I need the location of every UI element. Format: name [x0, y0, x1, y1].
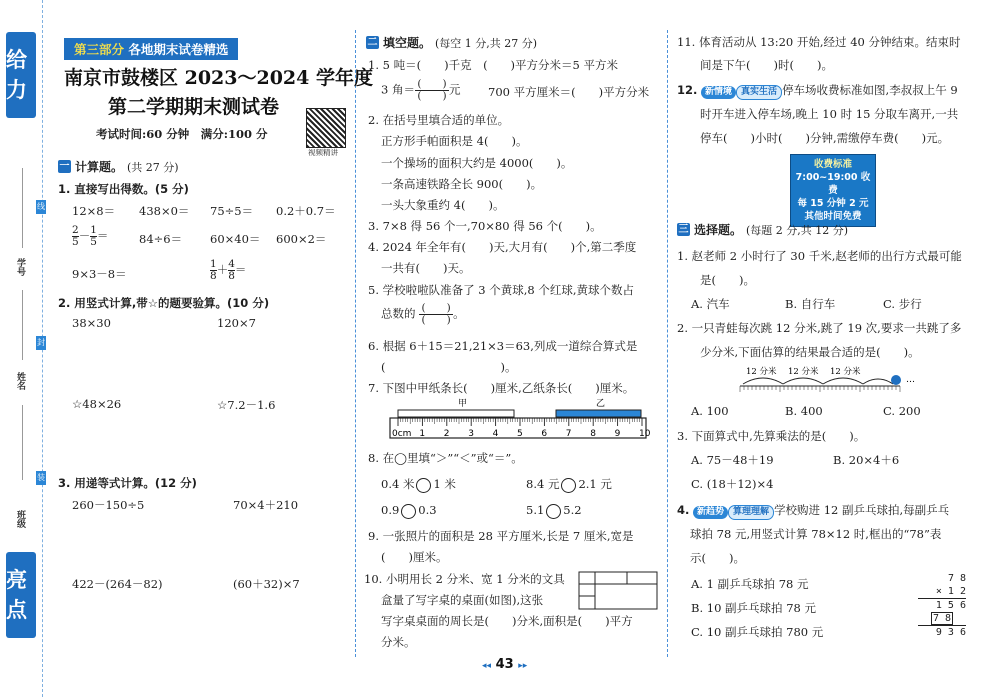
ruler-tick-label: 6	[541, 429, 548, 439]
choice-q1a: 1. 赵老师 2 小时行了 30 千米,赵老师的出行方式最可能	[677, 249, 962, 263]
choice-option[interactable]: A. 75－48＋19	[691, 453, 774, 467]
compare-item: 8.4 元 2.1 元	[526, 477, 612, 491]
section-banner: 第三部分 各地期末试卷精选	[64, 38, 238, 60]
parking-fee-box: 收费标准 7:00~19:00 收费 每 15 分钟 2 元 其他时间免费	[790, 154, 876, 227]
ruler-tick-label: 5	[517, 429, 523, 439]
frog-jump-figure	[738, 364, 918, 394]
bind-tag: 线	[36, 200, 46, 214]
fill-line	[22, 168, 23, 248]
vertical-multiplication: 7 8 × 1 2 1 5 6 7 8 9 3 6	[918, 572, 966, 639]
tag-reasoning: 算理理解	[728, 505, 774, 520]
compare-circle[interactable]	[546, 504, 561, 519]
fill-q2-item: 一头大象重约 4( )。	[381, 198, 505, 212]
fill-q12b: 时开车进入停车场,晚上 10 时 15 分取车离开,一共	[700, 107, 959, 121]
ruler-tick-label: 4	[492, 429, 499, 439]
choice-option[interactable]: C. 步行	[883, 297, 922, 311]
ruler-tick-label: 10	[639, 429, 650, 439]
step-calc-item: 260－150÷5	[72, 498, 145, 512]
compare-item: 0.4 米 1 米	[381, 477, 456, 491]
step-calc-item: (60＋32)×7	[233, 577, 300, 591]
q3-title: 3. 用递等式计算。(12 分)	[58, 476, 197, 490]
frog-icon	[891, 375, 901, 385]
q1-title: 1. 直接写出得数。(5 分)	[58, 182, 189, 196]
fill-q11b: 间是下午( )时( )。	[700, 58, 833, 72]
calc-item: 438×0＝	[139, 204, 190, 218]
compare-item: 5.1 5.2	[526, 503, 582, 517]
compare-circle[interactable]	[416, 478, 431, 493]
fill-q2: 2. 在括号里填合适的单位。	[368, 113, 510, 127]
jump-ellipsis: …	[906, 375, 915, 385]
choice-option[interactable]: C. 10 副乒乓球拍 780 元	[691, 625, 824, 639]
choice-option[interactable]: A. 1 副乒乓球拍 78 元	[691, 577, 809, 591]
brand-bottom: 亮点	[6, 552, 36, 638]
fill-q7: 7. 下图中甲纸条长( )厘米,乙纸条长( )厘米。	[368, 381, 635, 395]
exam-info: 考试时间:60 分钟 满分:100 分	[96, 127, 268, 141]
fill-line	[22, 405, 23, 480]
vertical-calc-item: ☆48×26	[72, 397, 122, 411]
compare-circle[interactable]	[401, 504, 416, 519]
fill-q10b: 盒量了写字桌的桌面(如图),这张	[381, 593, 544, 607]
label-name: 姓名	[15, 372, 25, 390]
choice-option[interactable]: B. 自行车	[785, 297, 836, 311]
choice-q4c: 示( )。	[690, 551, 745, 565]
calc-item: 75÷5＝	[210, 204, 254, 218]
fill-q3: 3. 7×8 得 56 个一,70×80 得 56 个( )。	[368, 219, 602, 233]
label-class: 班级	[15, 510, 25, 528]
calc-item: 12×8＝	[72, 204, 116, 218]
page-number: ◂◂ 43 ▸▸	[482, 657, 528, 672]
binding-strip	[0, 0, 50, 697]
choice-option[interactable]: A. 100	[691, 404, 729, 418]
column-divider	[667, 30, 668, 657]
calc-item: 9×3－8＝	[72, 267, 127, 281]
section-number-icon: 一	[59, 161, 70, 172]
tag-new-trend: 新趋势	[693, 506, 728, 519]
exam-title-line1: 南京市鼓楼区 2023～2024 学年度	[64, 67, 373, 89]
ruler-tick-label: 9	[614, 429, 621, 439]
ruler-tick-label: 8	[590, 429, 596, 439]
exam-title-line2: 第二学期期末测试卷	[108, 96, 280, 118]
fill-q6b: ( )。	[381, 360, 517, 374]
fill-q5a: 5. 学校啦啦队准备了 3 个黄球,8 个红球,黄球个数占	[368, 283, 635, 297]
choice-q3: 3. 下面算式中,先算乘法的是( )。	[677, 429, 866, 443]
fill-q1b: 3 角＝ $\frac{( )}{( )}$ 元	[381, 78, 461, 102]
ruler-tick-label: 1	[419, 429, 426, 439]
fill-q4a: 4. 2024 年全年有( )天,大月有( )个,第二季度	[368, 240, 637, 254]
paper-strip-a	[398, 410, 514, 417]
tag-real-life: 真实生活	[736, 85, 782, 100]
fill-line	[22, 290, 23, 360]
ruler-tick-label: 7	[565, 429, 572, 439]
ruler-tick-label: 3	[468, 429, 474, 439]
ruler-figure	[388, 397, 650, 441]
fill-q12c: 停车( )小时( )分钟,需缴停车费( )元。	[700, 131, 950, 145]
choice-option[interactable]: A. 汽车	[691, 297, 730, 311]
fill-q5b: 总数的 $\frac{( )}{( )}$ 。	[381, 302, 465, 326]
fill-q9a: 9. 一张照片的面积是 28 平方厘米,长是 7 厘米,宽是	[368, 529, 634, 543]
ruler-tick-label: 0cm	[392, 429, 412, 439]
vertical-calc-item: 38×30	[72, 316, 111, 330]
bind-tag: 装	[36, 471, 46, 485]
choice-q2a: 2. 一只青蛙每次跳 12 分米,跳了 19 次,要求一共跳了多	[677, 321, 962, 335]
qr-label: 视频精讲	[308, 148, 338, 157]
paper-strip-b	[556, 410, 641, 417]
compare-item: 0.9 0.3	[381, 503, 437, 517]
calc-fraction-item: $\frac{2}{5}$ － $\frac{1}{5}$ ＝	[72, 224, 109, 248]
calc-item: 84÷6＝	[139, 232, 183, 246]
section-number-icon: 三	[678, 224, 689, 235]
jump-label: 12 分米	[830, 367, 861, 377]
fill-q2-item: 一个操场的面积大约是 4000( )。	[381, 156, 573, 170]
choice-option[interactable]: B. 400	[785, 404, 823, 418]
boxed-78: 7 8	[932, 613, 951, 624]
choice-option[interactable]: C. (18＋12)×4	[691, 477, 774, 491]
fill-q12a: 12. 新情境 真实生活 停车场收费标准如图,李叔叔上午 9	[677, 82, 958, 100]
section-calc-title: 一 计算题。 (共 27 分)	[59, 160, 179, 174]
step-calc-item: 422－(264－82)	[72, 577, 163, 591]
choice-q4b: 球拍 78 元,用竖式计算 78×12 时,框出的“78”表	[690, 527, 942, 541]
choice-option[interactable]: B. 10 副乒乓球拍 78 元	[691, 601, 816, 615]
label-student-no: 学号	[15, 258, 25, 276]
fill-q2-item: 一条高速铁路全长 900( )。	[381, 177, 543, 191]
desk-figure	[578, 571, 658, 611]
calc-item: 60×40＝	[210, 232, 261, 246]
fill-q10a: 10. 小明用长 2 分米、宽 1 分米的文具	[364, 572, 565, 586]
calc-fraction-item: $\frac{1}{8}$ ＋ $\frac{4}{8}$ ＝	[210, 258, 247, 282]
bind-tag: 封	[36, 336, 46, 350]
section-fill-title: 二 填空题。 (每空 1 分,共 27 分)	[367, 36, 538, 50]
step-calc-item: 70×4＋210	[233, 498, 299, 512]
paper-b-label: 乙	[596, 399, 606, 409]
fill-q4b: 一共有( )天。	[381, 261, 471, 275]
section-number-icon: 二	[367, 37, 378, 48]
brand-top: 给力	[6, 32, 36, 118]
choice-option[interactable]: C. 200	[883, 404, 921, 418]
fill-q1a: 1. 5 吨＝( )千克 ( )平方分米＝5 平方米	[368, 58, 619, 72]
choice-q1b: 是( )。	[700, 273, 755, 287]
fill-q10d: 分米。	[381, 635, 416, 649]
choice-q4a: 4. 新趋势 算理理解 学校购进 12 副乒乓球拍,每副乒乓	[677, 502, 949, 520]
compare-circle[interactable]	[561, 478, 576, 493]
jump-label: 12 分米	[746, 367, 777, 377]
section-choice-title: 三 选择题。 (每题 2 分,共 12 分)	[678, 223, 849, 237]
tag-new-context: 新情境	[701, 86, 736, 99]
choice-q2b: 少分米,下面估算的结果最合适的是( )。	[700, 345, 920, 359]
fill-q10c: 写字桌桌面的周长是( )分米,面积是( )平方	[381, 614, 633, 628]
fill-q9b: ( )厘米。	[381, 550, 448, 564]
paper-a-label: 甲	[458, 399, 468, 409]
fill-q11a: 11. 体育活动从 13:20 开始,经过 40 分钟结束。结束时	[677, 35, 961, 49]
calc-item: 600×2＝	[276, 232, 327, 246]
jump-label: 12 分米	[788, 367, 819, 377]
vertical-calc-item: 120×7	[217, 316, 256, 330]
calc-item: 0.2＋0.7＝	[276, 204, 336, 218]
qr-code[interactable]	[306, 108, 346, 148]
ruler-tick-label: 2	[443, 429, 450, 439]
column-divider	[355, 30, 356, 657]
fill-q8: 8. 在◯里填“＞”“＜”或“＝”。	[368, 451, 523, 465]
fill-q6a: 6. 根据 6＋15＝21,21×3＝63,列成一道综合算式是	[368, 339, 638, 353]
vertical-calc-item: ☆7.2－1.6	[217, 398, 276, 412]
fill-q1c: 700 平方厘米＝( )平方分米	[488, 85, 650, 99]
choice-option[interactable]: B. 20×4＋6	[833, 453, 900, 467]
q2-title: 2. 用竖式计算,带☆的题要验算。(10 分)	[58, 296, 270, 310]
fill-q2-item: 正方形手帕面积是 4( )。	[381, 134, 528, 148]
